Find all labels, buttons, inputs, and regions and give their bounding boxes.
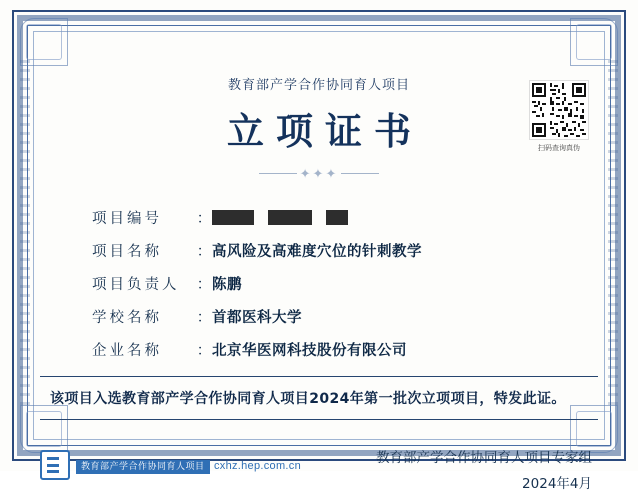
field-label: 项目名称: [92, 244, 162, 260]
program-logo-badge: 教育部产学合作协同育人项目: [76, 460, 210, 474]
redaction-block: [326, 210, 348, 225]
approval-statement: 该项目入选教育部产学合作协同育人项目2024年第一批次立项项目，特发此证。: [40, 376, 598, 420]
field-value: 高风险及高难度穴位的针刺教学: [212, 244, 422, 260]
certificate-content: [40, 38, 598, 492]
field-label: 学校名称: [92, 310, 162, 326]
field-value: 北京华医网科技股份有限公司: [212, 343, 407, 359]
program-logo-url: cxhz.hep.com.cn: [213, 460, 302, 472]
side-ornament-right: [608, 60, 618, 411]
program-logo-icon: [40, 450, 70, 480]
qr-block: [528, 80, 590, 153]
issuer-block: [376, 446, 598, 497]
field-list: [40, 207, 598, 360]
field-colon: ：: [196, 211, 212, 227]
field-colon: ：: [196, 343, 212, 359]
qr-code-icon[interactable]: [529, 80, 589, 140]
redaction-block: [212, 210, 254, 225]
field-row-project-name: [92, 240, 598, 261]
field-row-project-leader: [92, 273, 598, 294]
field-label: 企业名称: [92, 343, 162, 359]
field-colon: ：: [196, 310, 212, 326]
page-title: 立项证书: [227, 110, 423, 153]
program-logo-text: [76, 455, 301, 475]
program-logo[interactable]: [40, 446, 301, 480]
qr-caption: 扫码查询真伪: [538, 144, 580, 152]
header-subtitle: 教育部产学合作协同育人项目: [227, 78, 410, 93]
certificate-footer: [40, 446, 598, 497]
field-row-company-name: [92, 339, 598, 360]
field-colon: ：: [196, 244, 212, 260]
side-ornament-left: [20, 60, 30, 411]
field-colon: ：: [196, 277, 212, 293]
field-value: 陈鹏: [212, 277, 242, 293]
ornament-glyphs: ✦✦✦: [299, 166, 339, 181]
issue-date: 2024年4月: [522, 475, 592, 492]
field-value: 首都医科大学: [212, 310, 302, 326]
field-value-redacted: [212, 210, 348, 225]
field-label: 项目编号: [92, 211, 162, 227]
field-row-project-number: [92, 207, 598, 228]
field-label: 项目负责人: [92, 277, 180, 293]
issuer-name: 教育部产学合作协同育人项目专家组: [376, 450, 592, 466]
field-row-school-name: [92, 306, 598, 327]
redaction-block: [268, 210, 312, 225]
title-ornament: [259, 167, 379, 181]
